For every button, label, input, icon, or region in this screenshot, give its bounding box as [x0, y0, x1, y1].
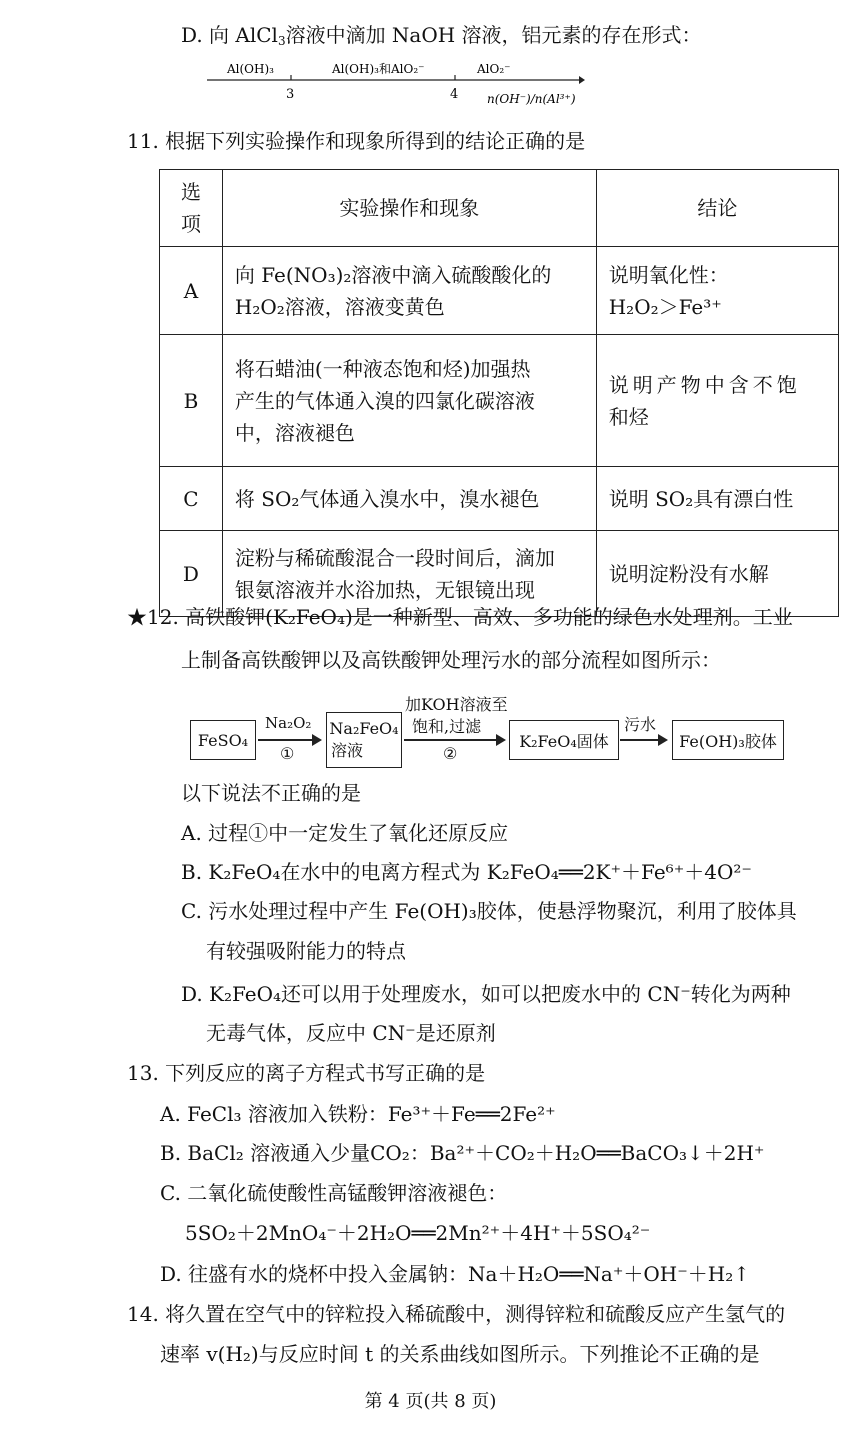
row-operation: 将 SO₂气体通入溴水中，溴水褪色 [222, 467, 596, 531]
q10-option-d [181, 22, 702, 54]
operation-line: 银氨溶液并水浴加热，无银镜出现 [234, 577, 535, 602]
q12-option-b: B. K₂FeO₄在水中的电离方程式为 K₂FeO₄══2K⁺＋Fe⁶⁺＋4O²⁻ [181, 860, 752, 884]
flow-box-na2feo4 [326, 712, 402, 768]
q10d-text-a: D. 向 AlCl [181, 23, 278, 47]
row-operation [222, 335, 596, 467]
flow-arrow-3 [620, 739, 666, 741]
q13-option-c-2: 5SO₂＋2MnO₄⁻＋2H₂O══2Mn²⁺＋4H⁺＋5SO₄²⁻ [185, 1221, 651, 1245]
q12-stem-1: ★12. 高铁酸钾(K₂FeO₄)是一种新型、高效、多功能的绿色水处理剂。工业 [127, 605, 793, 629]
table-header-row [160, 170, 839, 247]
conclusion-line: 和烃 [608, 404, 649, 429]
row-option: A [160, 247, 223, 335]
q14-stem-2: 速率 v(H₂)与反应时间 t 的关系曲线如图所示。下列推论不正确的是 [160, 1342, 760, 1366]
flow-arrow3-top: 污水 [624, 715, 657, 734]
axis-label-1: Al(OH)₃和AlO₂⁻ [332, 62, 425, 76]
operation-line: H₂O₂溶液，溶液变黄色 [234, 294, 445, 319]
row-conclusion: 说明淀粉没有水解 [596, 531, 838, 617]
q11-table [159, 169, 839, 617]
axis-arrow [579, 76, 585, 84]
q12-option-c-2: 有较强吸附能力的特点 [206, 939, 406, 963]
row-conclusion: 说明 SO₂具有漂白性 [596, 467, 838, 531]
flow-arrow1-top: Na₂O₂ [265, 714, 312, 732]
row-conclusion [596, 247, 838, 335]
flow-box2-line1: Na₂FeO₄ [329, 719, 399, 738]
row-option: B [160, 335, 223, 467]
q10d-text-b: 溶液中滴加 NaOH 溶液，铝元素的存在形式： [285, 23, 702, 47]
tick-label-4: 4 [450, 87, 459, 102]
page-footer: 第 4 页(共 8 页) [364, 1391, 497, 1412]
axis-label-2: AlO₂⁻ [477, 62, 511, 76]
q11-stem: 11. 根据下列实验操作和现象所得到的结论正确的是 [127, 129, 586, 153]
q13-option-d: D. 往盛有水的烧杯中投入金属钠：Na＋H₂O══Na⁺＋OH⁻＋H₂↑ [160, 1262, 750, 1286]
conclusion-line: 说明氧化性： [608, 262, 729, 287]
q12-option-d-1: D. K₂FeO₄还可以用于处理废水，如可以把废水中的 CN⁻转化为两种 [181, 982, 791, 1006]
col-header-conclusion: 结论 [596, 170, 838, 247]
flow-arrow-1 [258, 739, 320, 741]
tick-label-3: 3 [286, 87, 295, 102]
axis-title: n(OH⁻)/n(Al³⁺) [487, 92, 576, 106]
row-option: C [160, 467, 223, 531]
q14-stem-1: 14. 将久置在空气中的锌粒投入稀硫酸中，测得锌粒和硫酸反应产生氢气的 [127, 1302, 786, 1326]
flow-box2-line2: 溶液 [331, 741, 364, 760]
number-line [205, 58, 585, 110]
flow-arrow2-top1: 加KOH溶液至 [405, 695, 508, 714]
q12-option-d-2: 无毒气体，反应中 CN⁻是还原剂 [206, 1021, 496, 1045]
q12-option-a: A. 过程①中一定发生了氧化还原反应 [181, 821, 509, 845]
q13-option-b: B. BaCl₂ 溶液通入少量CO₂：Ba²⁺＋CO₂＋H₂O══BaCO₃↓＋2H⁺ [160, 1141, 765, 1165]
axis-label-0: Al(OH)₃ [227, 62, 274, 76]
q12-stem-2: 上制备高铁酸钾以及高铁酸钾处理污水的部分流程如图所示： [181, 648, 721, 672]
conclusion-line: 说明产物中含不饱 [608, 372, 801, 397]
operation-line: 中，溶液褪色 [234, 420, 355, 445]
flow-arrow2-bottom: ② [443, 744, 458, 763]
table-row [160, 335, 839, 467]
operation-line: 将石蜡油(一种液态饱和烃)加强热 [234, 356, 531, 381]
flow-box-feso4: FeSO₄ [190, 720, 256, 760]
flow-arrow1-bottom: ① [280, 744, 295, 763]
col-header-option: 选项 [160, 170, 223, 247]
table-row [160, 467, 839, 531]
q10d-sub: 3 [277, 34, 286, 48]
q13-stem: 13. 下列反应的离子方程式书写正确的是 [127, 1061, 486, 1085]
row-operation [222, 247, 596, 335]
flow-box-feoh3: Fe(OH)₃胶体 [672, 720, 784, 760]
q12-prompt: 以下说法不正确的是 [181, 781, 361, 805]
flow-arrow-2 [404, 739, 504, 741]
row-conclusion [596, 335, 838, 467]
q13-option-c-1: C. 二氧化硫使酸性高锰酸钾溶液褪色： [160, 1181, 508, 1205]
flow-arrow2-top2: 饱和,过滤 [412, 717, 482, 736]
row-option: D [160, 531, 223, 617]
q12-option-c-1: C. 污水处理过程中产生 Fe(OH)₃胶体，使悬浮物聚沉，利用了胶体具 [181, 899, 797, 923]
operation-line: 向 Fe(NO₃)₂溶液中滴入硫酸酸化的 [234, 262, 552, 287]
table-row [160, 247, 839, 335]
operation-line: 淀粉与稀硫酸混合一段时间后，滴加 [234, 545, 555, 570]
q13-option-a: A. FeCl₃ 溶液加入铁粉：Fe³⁺＋Fe══2Fe²⁺ [160, 1102, 556, 1126]
flow-box-k2feo4: K₂FeO₄固体 [509, 720, 619, 760]
conclusion-line: H₂O₂＞Fe³⁺ [608, 294, 722, 319]
col-header-operation: 实验操作和现象 [222, 170, 596, 247]
operation-line: 产生的气体通入溴的四氯化碳溶液 [234, 388, 535, 413]
